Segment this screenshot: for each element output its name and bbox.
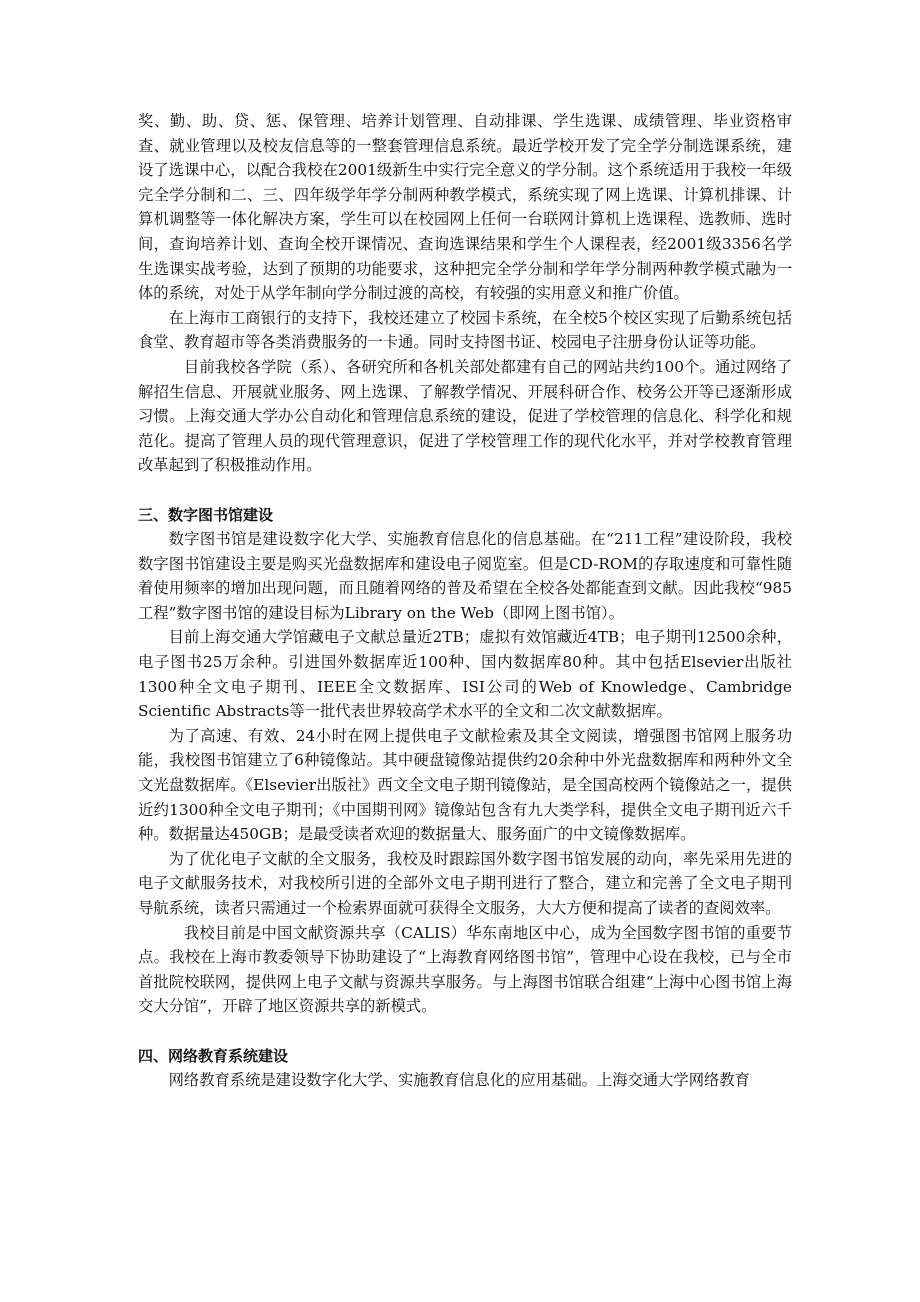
paragraph-online-education-intro: 网络教育系统是建设数字化大学、实施教育信息化的应用基础。上海交通大学网络教育 bbox=[168, 1071, 750, 1090]
paragraph-calis-center: 我校目前是中国文献资源共享（CALIS）华东南地区中心，成为全国数字图书馆的重要节点。我校在上海市教委领导下协助建设了“上海教育网络图书馆”，管理中心设在我校，已与全市首批院校联网，提供网上电子文献与资源共享服务。与上海图书馆联合组建“上海中心图书馆上海交大分馆”，开辟了地区资源共享的新模式。 bbox=[138, 923, 792, 1016]
paragraph-mirror-sites: 为了高速、有效、24小时在网上提供电子文献检索及其全文阅读，增强图书馆网上服务功能，我校图书馆建立了6种镜像站。其中硬盘镜像站提供约20余种中外光盘数据库和两种外文全文光盘数据库。《Elsevier出版社》西文全文电子期刊镜像站，是全国高校两个镜像站之一，提供近约1300种全文电子期刊；《中国期刊网》镜像站包含有九大类学科，提供全文电子期刊近六千种。数据量达450GB；是最受读者欢迎的数据量大、服务面广的中文镜像数据库。 bbox=[138, 726, 792, 844]
paragraph-digital-library-intro: 数字图书馆是建设数字化大学、实施教育信息化的信息基础。在“211工程”建设阶段，我校数字图书馆建设主要是购买光盘数据库和建设电子阅览室。但是CD-ROM的存取速度和可靠性随着使用频率的增加出现问题，而且随着网络的普及希望在全校各处都能查到文献。因此我校“985工程”数字图书馆的建设目标为Library on the Web（即网上图书馆）。 bbox=[138, 530, 792, 622]
section-heading-online-education: 四、网络教育系统建设 bbox=[138, 1046, 289, 1065]
paragraph-ejournal-navigation: 为了优化电子文献的全文服务，我校及时跟踪国外数字图书馆发展的动向，率先采用先进的电子文献服务技术，对我校所引进的全部外文电子期刊进行了整合，建立和完善了全文电子期刊导航系统，读者只需通过一个检索界面就可获得全文服务，大大方便和提高了读者的查阅效率。 bbox=[138, 849, 792, 917]
document-body bbox=[138, 109, 792, 1093]
paragraph-collection-stats: 目前上海交通大学馆藏电子文献总量近2TB；虚拟有效馆藏近4TB；电子期刊12500余种，电子图书25万余种。引进国外数据库近100种、国内数据库80种。其中包括Elsevier出版社1300种全文电子期刊、IEEE全文数据库、ISI公司的Web of Knowledge、Cambridge Scientific Abstracts等一批代表世界较高学术水平的全文和二次文献数据库。 bbox=[138, 628, 792, 721]
paragraph-campus-card: 在上海市工商银行的支持下，我校还建立了校园卡系统，在全校5个校区实现了后勤系统包括食堂、教育超市等各类消费服务的一卡通。同时支持图书证、校园电子注册身份认证等功能。 bbox=[138, 308, 792, 352]
section-spacer bbox=[138, 1019, 792, 1044]
paragraph-department-websites: 目前我校各学院（系）、各研究所和各机关部处都建有自己的网站共约100个。通过网络了解招生信息、开展就业服务、网上选课、了解教学情况、开展科研合作、校务公开等已逐渐形成习惯。上海交通大学办公自动化和管理信息系统的建设，促进了学校管理的信息化、科学化和规范化。提高了管理人员的现代管理意识，促进了学校管理工作的现代化水平，并对学校教育管理改革起到了积极推动作用。 bbox=[138, 357, 792, 475]
section-heading-digital-library: 三、数字图书馆建设 bbox=[138, 505, 274, 524]
paragraph-management-systems: 奖、勤、助、贷、惩、保管理、培养计划管理、自动排课、学生选课、成绩管理、毕业资格审查、就业管理以及校友信息等的一整套管理信息系统。最近学校开发了完全学分制选课系统，建设了选课中心，以配合我校在2001级新生中实行完全意义的学分制。这个系统适用于我校一年级完全学分制和二、三、四年级学年学分制两种教学模式，系统实现了网上选课、计算机排课、计算机调整等一体化解决方案，学生可以在校园网上任何一台联网计算机上选课程、选教师、选时间，查询培养计划、查询全校开课情况、查询选课结果和学生个人课程表，经2001级3356名学生选课实战考验，达到了预期的功能要求，这种把完全学分制和学年学分制两种教学模式融为一体的系统，对处于从学年制向学分制过渡的高校，有较强的实用意义和推广价值。 bbox=[138, 112, 792, 303]
section-spacer bbox=[138, 478, 792, 503]
